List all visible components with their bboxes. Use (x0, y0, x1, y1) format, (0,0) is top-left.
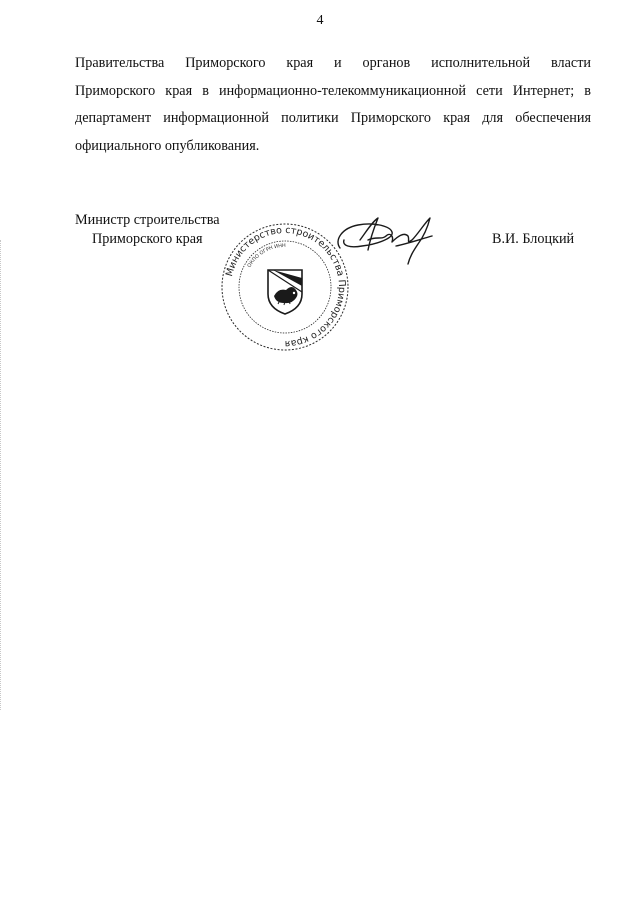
handwritten-signature (332, 210, 440, 270)
seal-outer-text: Министерство строительства Приморского края (224, 224, 348, 350)
seal-inner-text: ОКПО ОГРН ИНН (246, 242, 286, 269)
body-line-1: Правительства Приморского края и органов исполнительной власти (75, 55, 591, 71)
signer-position-line-2: Приморского края (92, 231, 203, 247)
body-line-3: департамент информационной политики Приморского края для обеспечения (75, 110, 591, 126)
body-line-2: Приморского края в информационно-телекоммуникационной сети Интернет; в (75, 82, 591, 99)
signature-block (0, 210, 640, 360)
body-paragraph (75, 50, 591, 160)
signer-name: В.И. Блоцкий (492, 231, 575, 247)
body-line-4: официального опубликования. (75, 137, 260, 154)
margin-scan-marks (0, 240, 5, 710)
signer-position-line-1: Министр строительства (75, 212, 220, 228)
page-number: 4 (316, 13, 324, 28)
coat-of-arms-icon (268, 270, 302, 314)
